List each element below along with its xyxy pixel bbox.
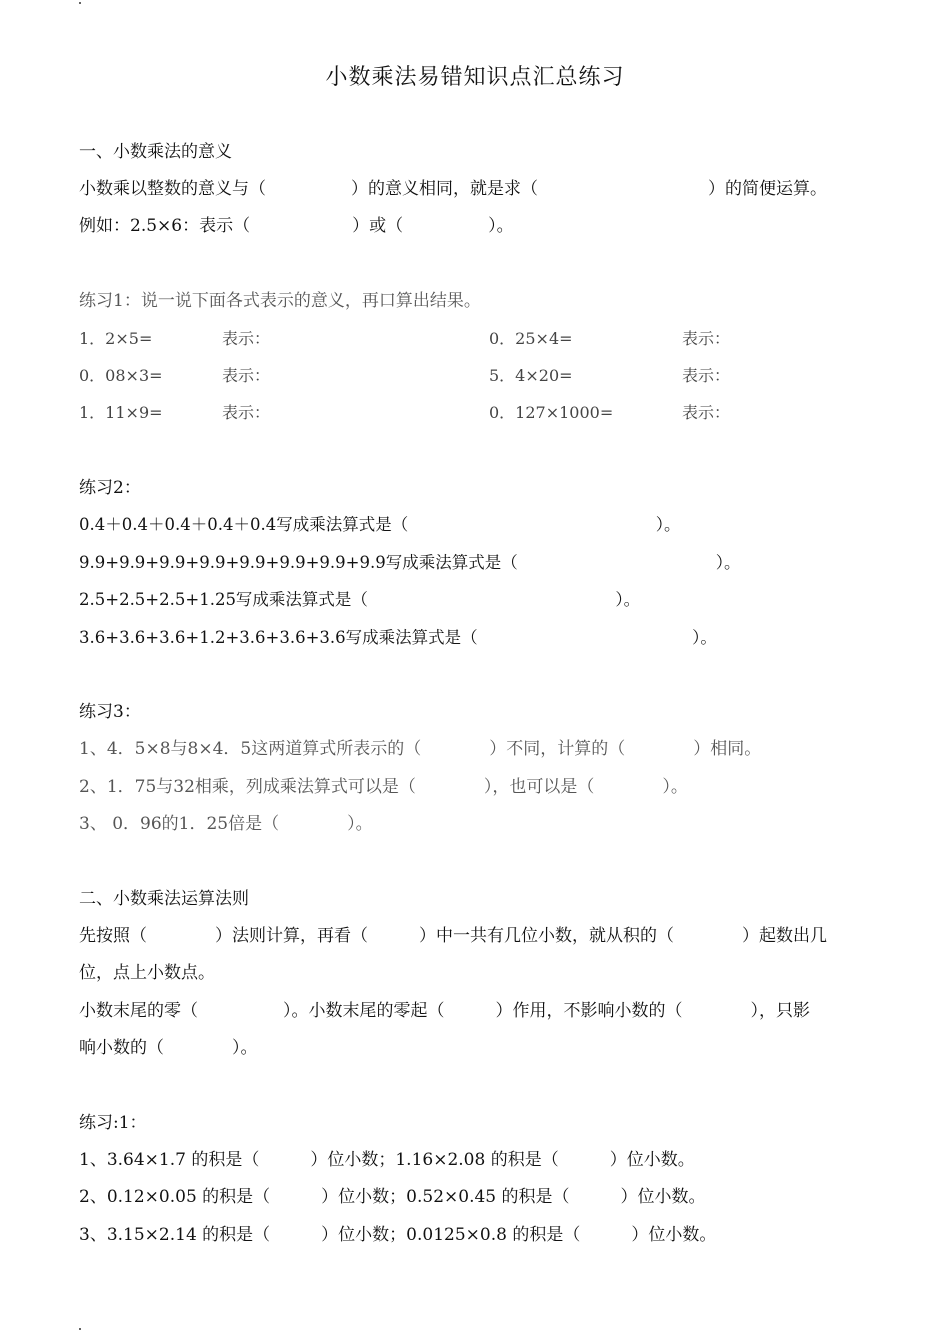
exercise-2-line-3: 2.5+2.5+2.5+1.25写成乘法算式是（ ）。 — [79, 590, 641, 609]
exercise-1-row-1-expr-1: 1．2×5= — [79, 329, 153, 348]
corner-dot-top — [79, 2, 81, 4]
exercise-4-heading: 练习:1： — [79, 1113, 147, 1133]
exercise-1-row-3-label-2: 表示： — [682, 403, 731, 422]
section-1-heading: 一、小数乘法的意义 — [79, 142, 232, 162]
exercise-3-line-1: 1、4．5×8与8×4．5这两道算式所表示的（ ）不同，计算的（ ）相同。 — [79, 739, 762, 759]
exercise-1-row-2-label-1: 表示： — [222, 366, 271, 385]
corner-dot-bottom — [79, 1328, 81, 1330]
section-1-line-2: 例如：2.5×6：表示（ ）或（ ）。 — [79, 216, 514, 236]
exercise-3-heading: 练习3： — [79, 702, 141, 722]
section-2-line-1: 先按照（ ）法则计算，再看（ ）中一共有几位小数，就从积的（ ）起数出几 — [79, 926, 827, 946]
exercise-1-row-3-label-1: 表示： — [222, 403, 271, 422]
exercise-1-row-2-label-2: 表示： — [682, 366, 731, 385]
exercise-1-row-3-expr-2: 0．127×1000= — [489, 403, 614, 422]
exercise-2-line-4: 3.6+3.6+3.6+1.2+3.6+3.6+3.6写成乘法算式是（ ）。 — [79, 628, 717, 647]
exercise-4-line-1: 1、3.64×1.7 的积是（ ）位小数；1.16×2.08 的积是（ ）位小数。 — [79, 1150, 695, 1170]
section-2-line-3: 小数末尾的零（ ）。小数末尾的零起（ ）作用，不影响小数的（ ），只影 — [79, 1001, 810, 1021]
exercise-1-row-1-label-2: 表示： — [682, 329, 731, 348]
exercise-1-row-3-expr-1: 1．11×9= — [79, 403, 163, 422]
exercise-4-line-2: 2、0.12×0.05 的积是（ ）位小数；0.52×0.45 的积是（ ）位小数。 — [79, 1187, 706, 1207]
exercise-2-heading: 练习2： — [79, 478, 141, 498]
page-title: 小数乘法易错知识点汇总练习 — [325, 65, 625, 90]
exercise-1-heading: 练习1：说一说下面各式表示的意义，再口算出结果。 — [79, 291, 481, 311]
exercise-4-line-3: 3、3.15×2.14 的积是（ ）位小数；0.0125×0.8 的积是（ ）位小数。 — [79, 1225, 717, 1245]
section-2-line-2: 位，点上小数点。 — [79, 963, 215, 983]
exercise-1-row-2-expr-2: 5．4×20= — [489, 366, 573, 385]
exercise-1-row-1-expr-2: 0．25×4= — [489, 329, 573, 348]
exercise-2-line-2: 9.9+9.9+9.9+9.9+9.9+9.9+9.9+9.9写成乘法算式是（ ）。 — [79, 553, 741, 572]
exercise-3-line-3: 3、 0．96的1．25倍是（ ）。 — [79, 814, 373, 834]
exercise-3-line-2: 2、1．75与32相乘，列成乘法算式可以是（ ），也可以是（ ）。 — [79, 777, 688, 797]
section-2-heading: 二、小数乘法运算法则 — [79, 889, 249, 909]
section-2-line-4: 响小数的（ ）。 — [79, 1038, 258, 1058]
exercise-1-row-2-expr-1: 0．08×3= — [79, 366, 163, 385]
section-1-line-1: 小数乘以整数的意义与（ ）的意义相同，就是求（ ）的简便运算。 — [79, 179, 827, 199]
exercise-1-row-1-label-1: 表示： — [222, 329, 271, 348]
exercise-2-line-1: 0.4＋0.4＋0.4＋0.4＋0.4写成乘法算式是（ ）。 — [79, 515, 681, 534]
